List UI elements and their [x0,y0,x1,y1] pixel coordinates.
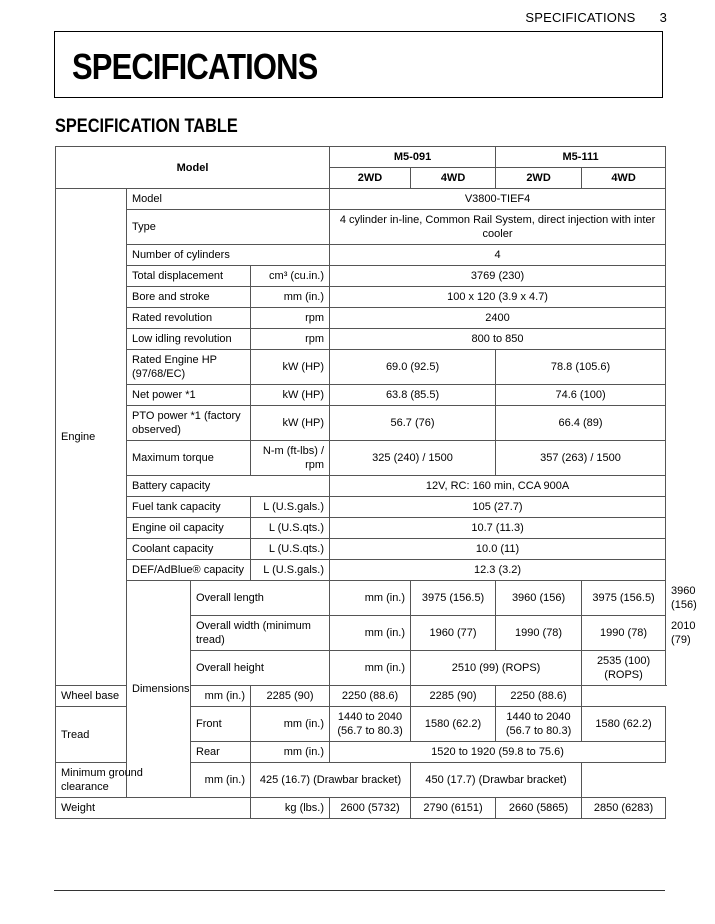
row-label: Fuel tank capacity [127,497,251,518]
cell-value: 12V, RC: 160 min, CCA 900A [330,476,666,497]
cell-value: 3975 (156.5) [411,581,496,616]
cell-value: 3769 (230) [330,266,666,287]
unit-cell: mm (in.) [251,742,330,763]
table-row [56,406,666,441]
unit-cell: cm³ (cu.in.) [251,266,330,287]
row-label: Rated revolution [127,308,251,329]
cell-value: 2510 (99) (ROPS) [411,651,582,686]
row-label: Overall length [191,581,330,616]
row-label: Coolant capacity [127,539,251,560]
cell-value: 2850 (6283) [582,798,666,819]
cell-value: 105 (27.7) [330,497,666,518]
row-label: Low idling revolution [127,329,251,350]
cell-value: 1440 to 2040 (56.7 to 80.3) [496,707,582,742]
cell-value: 2790 (6151) [411,798,496,819]
cell-value: 69.0 (92.5) [330,350,496,385]
table-row [56,266,666,287]
section-title: SPECIFICATION TABLE [55,116,238,137]
table-row [56,539,666,560]
table-row [56,385,666,406]
cell-value: 1440 to 2040 (56.7 to 80.3) [330,707,411,742]
cell-value: 357 (263) / 1500 [496,441,666,476]
row-label: Total displacement [127,266,251,287]
row-label: Overall width (minimum tread) [191,616,330,651]
unit-cell: mm (in.) [251,287,330,308]
table-row [56,518,666,539]
row-label: Tread [56,707,127,763]
drive-type: 4WD [411,168,496,189]
cell-value: 425 (16.7) (Drawbar bracket) [251,763,411,798]
row-label: Type [127,210,330,245]
table-row [56,497,666,518]
cell-value: 2600 (5732) [330,798,411,819]
table-row [56,560,666,581]
cell-value: 1990 (78) [496,616,582,651]
sub-label: Rear [191,742,251,763]
cell-value: 2285 (90) [411,686,496,707]
cell-value: 2660 (5865) [496,798,582,819]
cell-value: 63.8 (85.5) [330,385,496,406]
row-label: DEF/AdBlue® capacity [127,560,251,581]
group-engine: Engine [56,189,127,686]
table-row: Overall width (minimum tread) mm (in.) 1960 (77) 1990 (78) 1990 (78) 2010 (79) [56,616,666,651]
cell-value: 66.4 (89) [496,406,666,441]
model-header: Model [56,147,330,189]
model-name: M5-111 [496,147,666,168]
drive-type: 2WD [496,168,582,189]
table-row [56,189,666,210]
page-title: SPECIFICATIONS [72,46,318,87]
row-label: Battery capacity [127,476,330,497]
unit-cell: rpm [251,329,330,350]
cell-value: 2535 (100) (ROPS) [582,651,666,686]
unit-cell: mm (in.) [191,763,251,798]
unit-cell: L (U.S.qts.) [251,539,330,560]
table-row [56,476,666,497]
cell-value: 4 [330,245,666,266]
unit-cell: L (U.S.qts.) [251,518,330,539]
title-box [54,31,663,98]
unit-cell: kW (HP) [251,406,330,441]
cell-value: 4 cylinder in-line, Common Rail System, direct injection with inter cooler [330,210,666,245]
row-label: Rated Engine HP (97/68/EC) [127,350,251,385]
unit-cell: L (U.S.gals.) [251,497,330,518]
sub-label: Front [191,707,251,742]
cell-value: 100 x 120 (3.9 x 4.7) [330,287,666,308]
table-row [56,350,666,385]
table-row [56,329,666,350]
row-label: Model [127,189,330,210]
unit-cell: rpm [251,308,330,329]
cell-value: 2285 (90) [251,686,330,707]
page-header [525,10,667,25]
unit-cell: kg (lbs.) [251,798,330,819]
row-label: Minimum ground clearance [56,763,191,798]
cell-value: 2400 [330,308,666,329]
cell-value: 3975 (156.5) [582,581,666,616]
cell-value: 2250 (88.6) [496,686,582,707]
table-row [56,210,666,245]
row-label: Engine oil capacity [127,518,251,539]
unit-cell: mm (in.) [191,686,251,707]
row-label: PTO power *1 (factory observed) [127,406,251,441]
cell-value: 1580 (62.2) [411,707,496,742]
row-label: Weight [56,798,251,819]
header-section: SPECIFICATIONS [525,10,636,25]
drive-type: 2WD [330,168,411,189]
unit-cell: mm (in.) [330,581,411,616]
footer-rule [54,890,665,891]
row-label: Number of cylinders [127,245,330,266]
table-row [56,441,666,476]
cell-value: 10.0 (11) [330,539,666,560]
row-label: Bore and stroke [127,287,251,308]
specification-table [55,146,697,819]
cell-value: V3800-TIEF4 [330,189,666,210]
table-row [56,308,666,329]
table-row [56,245,666,266]
cell-value: 12.3 (3.2) [330,560,666,581]
cell-value: 450 (17.7) (Drawbar bracket) [411,763,582,798]
unit-cell: N-m (ft-lbs) / rpm [251,441,330,476]
row-label: Maximum torque [127,441,251,476]
drive-type: 4WD [582,168,666,189]
unit-cell: mm (in.) [330,651,411,686]
table-row: Dimensions Overall length mm (in.) 3975 (156.5) 3960 (156) 3975 (156.5) 3960 (156) [56,581,666,616]
cell-value: 1580 (62.2) [582,707,666,742]
table-row [56,763,666,798]
cell-value: 56.7 (76) [330,406,496,441]
table-row [56,798,666,819]
cell-value: 2250 (88.6) [330,686,411,707]
row-label: Net power *1 [127,385,251,406]
cell-value: 10.7 (11.3) [330,518,666,539]
cell-value: 1520 to 1920 (59.8 to 75.6) [330,742,666,763]
unit-cell: L (U.S.gals.) [251,560,330,581]
unit-cell: kW (HP) [251,385,330,406]
unit-cell: mm (in.) [330,616,411,651]
model-name: M5-091 [330,147,496,168]
cell-value: 78.8 (105.6) [496,350,666,385]
table-row [56,147,666,168]
group-dimensions: Dimensions [127,581,191,798]
page-number: 3 [659,10,667,25]
cell-value: 1960 (77) [411,616,496,651]
cell-value: 3960 (156) [496,581,582,616]
unit-cell: mm (in.) [251,707,330,742]
row-label: Overall height [191,651,330,686]
unit-cell: kW (HP) [251,350,330,385]
row-label: Wheel base [56,686,191,707]
table-row [56,287,666,308]
cell-value: 325 (240) / 1500 [330,441,496,476]
cell-value: 74.6 (100) [496,385,666,406]
cell-value: 800 to 850 [330,329,666,350]
cell-value: 1990 (78) [582,616,666,651]
